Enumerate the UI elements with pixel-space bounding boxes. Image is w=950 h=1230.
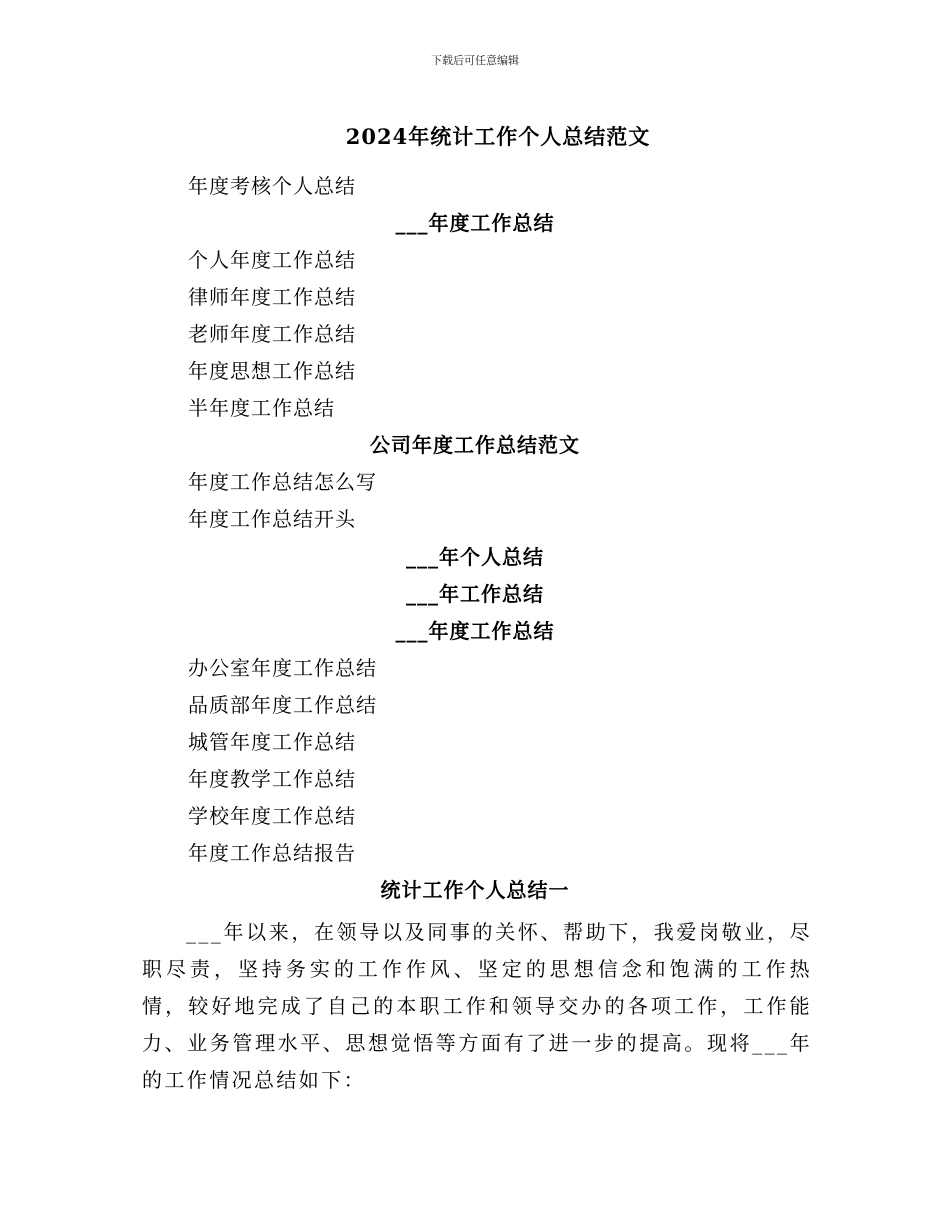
- toc-item: 城管年度工作总结: [188, 730, 356, 754]
- toc-item: 年度工作总结怎么写: [188, 470, 377, 494]
- toc-item: 年度教学工作总结: [188, 767, 356, 791]
- toc-item: 年度工作总结报告: [188, 841, 356, 865]
- toc-item: 学校年度工作总结: [188, 804, 356, 828]
- section-heading: ___年工作总结: [406, 582, 544, 606]
- document-title: 2024年统计工作个人总结范文: [345, 124, 651, 149]
- toc-item: 年度思想工作总结: [188, 359, 356, 383]
- toc-item: 个人年度工作总结: [188, 248, 356, 272]
- page-header-note: 下载后可任意编辑: [431, 54, 519, 67]
- toc-item: 老师年度工作总结: [188, 322, 356, 346]
- section-heading: 统计工作个人总结一: [380, 878, 570, 902]
- toc-item: 办公室年度工作总结: [188, 656, 377, 680]
- toc-item: 品质部年度工作总结: [188, 693, 377, 717]
- toc-item: 半年度工作总结: [188, 396, 335, 420]
- section-heading: ___年个人总结: [406, 545, 544, 569]
- section-heading: ___年度工作总结: [395, 211, 555, 235]
- section-heading: ___年度工作总结: [395, 619, 555, 643]
- section-heading: 公司年度工作总结范文: [370, 433, 580, 457]
- body-paragraph: ___年以来，在领导以及同事的关怀、帮助下，我爱岗敬业，尽职尽责，坚持务实的工作作风、坚定的思想信念和饱满的工作热情，较好地完成了自己的本职工作和领导交办的各项工作，工作能力、业务管理水平、思想觉悟等方面有了进一步的提高。现将___年的工作情况总结如下：: [142, 920, 812, 1092]
- toc-item: 年度考核个人总结: [188, 174, 356, 198]
- toc-item: 年度工作总结开头: [188, 507, 356, 531]
- toc-item: 律师年度工作总结: [188, 285, 356, 309]
